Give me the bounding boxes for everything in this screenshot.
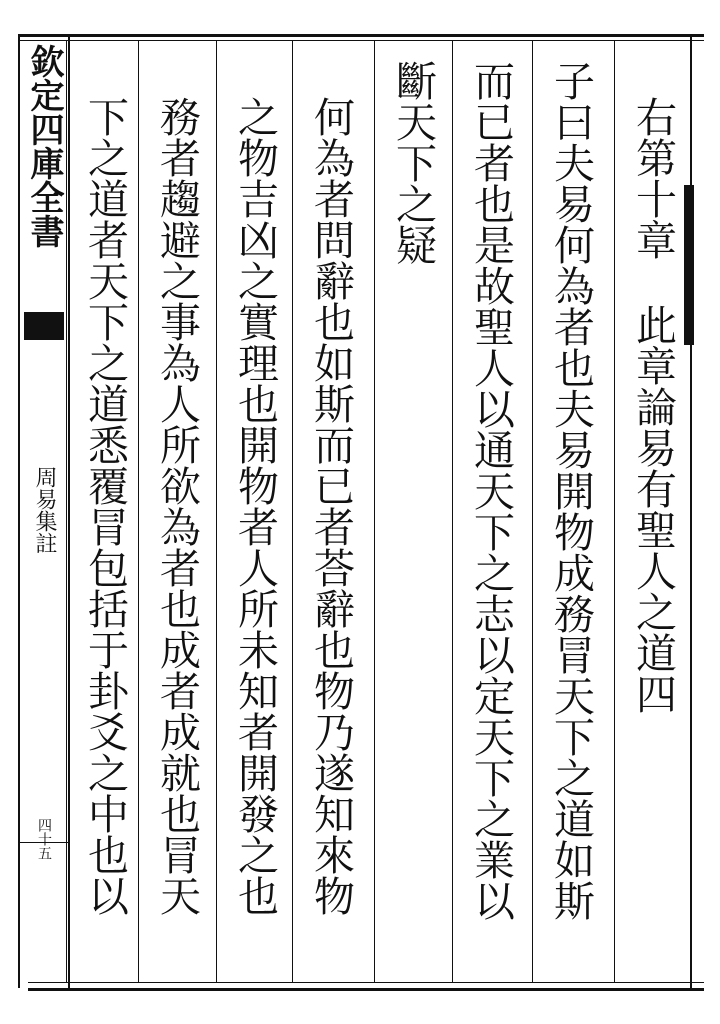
chapter-label: 右第十章 bbox=[629, 96, 677, 260]
text-column-7 bbox=[138, 40, 217, 982]
text-column-3 bbox=[452, 40, 533, 982]
frame-bottom-rule bbox=[28, 988, 704, 991]
column-text: 斷天下之疑 bbox=[389, 60, 437, 265]
text-column-8 bbox=[66, 40, 139, 982]
commentary-text: 之物吉凶之實理也開物者人所未知者開發之也 bbox=[231, 96, 279, 916]
fishtail-mark bbox=[24, 312, 64, 340]
column-text: 子曰夫易何為者也夫易開物成務冐天下之道如斯 bbox=[547, 60, 595, 921]
margin-strip bbox=[18, 36, 70, 988]
commentary-text: 下之道者天下之道悉覆冐包括于卦爻之中也以 bbox=[81, 96, 129, 916]
frame-top-rule bbox=[18, 34, 704, 37]
text-column-5 bbox=[292, 40, 375, 982]
text-column-6 bbox=[216, 40, 293, 982]
chapter-note: 此章論易有聖人之道四 bbox=[629, 304, 677, 714]
frame-bottom-inner-rule bbox=[28, 982, 704, 983]
text-column-2 bbox=[532, 40, 615, 982]
collection-title: 欽定四庫全書 bbox=[24, 44, 64, 248]
book-title: 周易集註 bbox=[32, 466, 57, 554]
chapter-heading bbox=[615, 40, 691, 714]
column-text: 而已者也是故聖人以通天下之志以定天下之業以 bbox=[467, 60, 515, 921]
commentary-text: 何為者問辭也如斯而已者荅辭也物乃遂知來物 bbox=[307, 96, 355, 916]
text-column-1 bbox=[614, 40, 691, 982]
page-number: 四十五 bbox=[36, 818, 52, 860]
commentary-text: 務者趨避之事為人所欲為者也成者成就也冐天 bbox=[153, 96, 201, 916]
text-column-4 bbox=[374, 40, 453, 982]
